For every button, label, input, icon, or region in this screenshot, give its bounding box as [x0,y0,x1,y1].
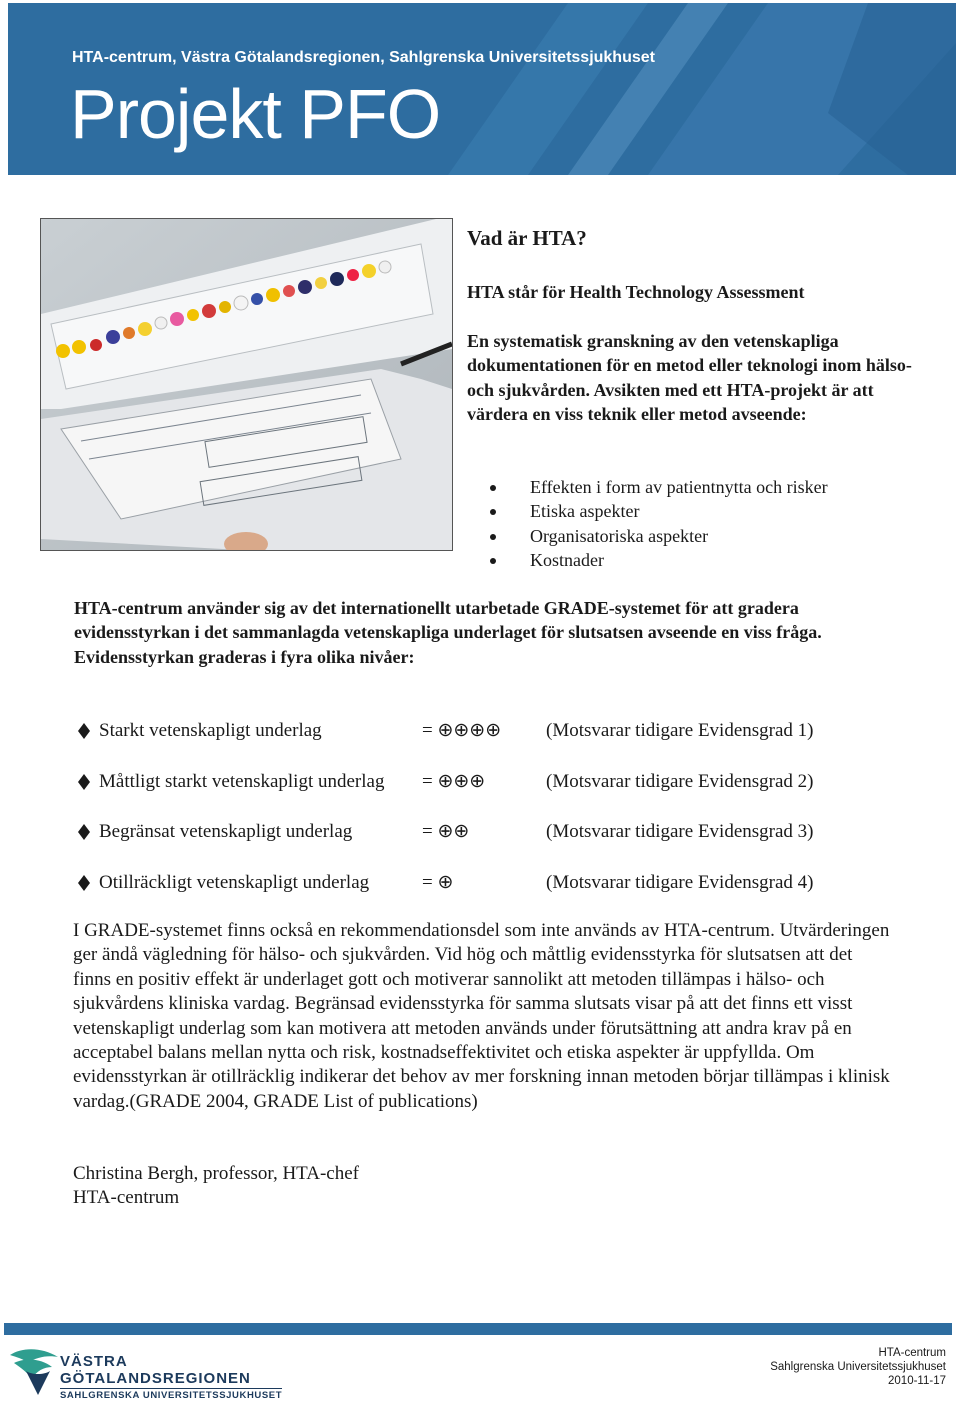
diamond-bullet-icon [76,824,92,840]
hta-definition: HTA står för Health Technology Assessment [467,282,805,302]
evidence-level-row [76,870,936,921]
evidence-level-symbols: = ⊕⊕⊕ [422,770,486,792]
evidence-level-name: Otillräckligt vetenskapligt underlag [99,871,370,893]
header-banner [8,3,956,175]
bullet-icon [490,485,496,491]
vgr-logo-text: VÄSTRA GÖTALANDSREGIONEN SAHLGRENSKA UNIVERSITETSSJUKHUSET [60,1353,283,1401]
evidence-level-reference: (Motsvarar tidigare Evidensgrad 3) [546,821,814,842]
hta-question-heading: Vad är HTA? [467,226,587,250]
evidence-level-symbols: = ⊕ [422,871,454,893]
evidence-level-reference: (Motsvarar tidigare Evidensgrad 2) [546,770,814,792]
list-item: Organisatoriska aspekter [490,524,930,548]
grade-body-paragraph: I GRADE-systemet finns också en rekommendationsdel som inte används av HTA-centrum. Utvärderingen ger ändå vägledning för hälso- och sjukvården. Vid hög och måttlig evidensstyrka för slutsatsen att det finns en positiv effekt är underlaget gott och motiverar sannolikt att metoden tillämpas i hälso- och sjukvårdens kliniska vardag. Begränsad evidensstyrka för samma slutsats visar på att det finns ett visst vetenskapligt underlag som kan motivera att metoden används under förutsättning att andra krav på en acceptabel balans mellan nytta och risk, kostnadseffektivitet och etiska aspekter är uppfyllda. Om evidensstyrkan är otillräcklig indikerar det behov av mer forskning innan metoden börjar tillämpas i klinisk vardag.(GRADE 2004, GRADE List of publications) [73,920,890,1112]
footer-info [770,1346,946,1388]
list-item: Effekten i form av patientnytta och risker [490,475,930,499]
evidence-level-list [76,718,936,920]
footer-hospital: Sahlgrenska Universitetssjukhuset [770,1361,946,1373]
evidence-level-reference: (Motsvarar tidigare Evidensgrad 1) [546,720,814,741]
aspect-list [490,475,930,573]
signature-block [73,1162,359,1211]
bullet-icon [490,534,496,540]
list-item: Etiska aspekter [490,499,930,523]
evidence-level-reference: (Motsvarar tidigare Evidensgrad 4) [546,871,814,893]
pill-organizer-photo [40,218,453,551]
header-organization: HTA-centrum, Västra Götalandsregionen, Sahlgrenska Universitetssjukhuset [72,49,655,66]
evidence-level-name: Måttligt starkt vetenskapligt underlag [99,770,385,792]
page-title: Projekt PFO [70,75,441,153]
evidence-level-name: Begränsat vetenskapligt underlag [99,821,353,842]
diamond-bullet-icon [76,723,92,739]
footer-date: 2010-11-17 [888,1375,946,1387]
signature-name: Christina Bergh, professor, HTA-chef [73,1163,359,1184]
bullet-icon [490,509,496,515]
evidence-level-row [76,769,936,820]
bullet-icon [490,558,496,564]
diamond-bullet-icon [76,774,92,790]
footer-divider-bar [4,1323,952,1335]
signature-unit: HTA-centrum [73,1187,180,1209]
evidence-level-name: Starkt vetenskapligt underlag [99,720,322,741]
hta-description: En systematisk granskning av den vetenskapliga dokumentationen för en metod eller teknologi inom hälso- och sjukvården. Avsikten med ett HTA-projekt är att värdera en viss teknik eller metod avseende: [467,331,912,425]
diamond-bullet-icon [76,875,92,891]
grade-intro-paragraph: HTA-centrum använder sig av det internationellt utarbetade GRADE-systemet för att gradera evidensstyrkan i det sammanlagda vetenskapliga underlaget för slutsatsen avseende en viss fråga. Evidensstyrkan graderas i fyra olika nivåer: [74,598,822,667]
evidence-level-symbols: = ⊕⊕⊕⊕ [422,720,502,741]
hta-section [467,224,927,427]
evidence-level-row [76,718,936,769]
evidence-level-row [76,819,936,870]
footer-unit: HTA-centrum [878,1347,946,1359]
list-item: Kostnader [490,548,930,572]
evidence-level-symbols: = ⊕⊕ [422,821,470,842]
